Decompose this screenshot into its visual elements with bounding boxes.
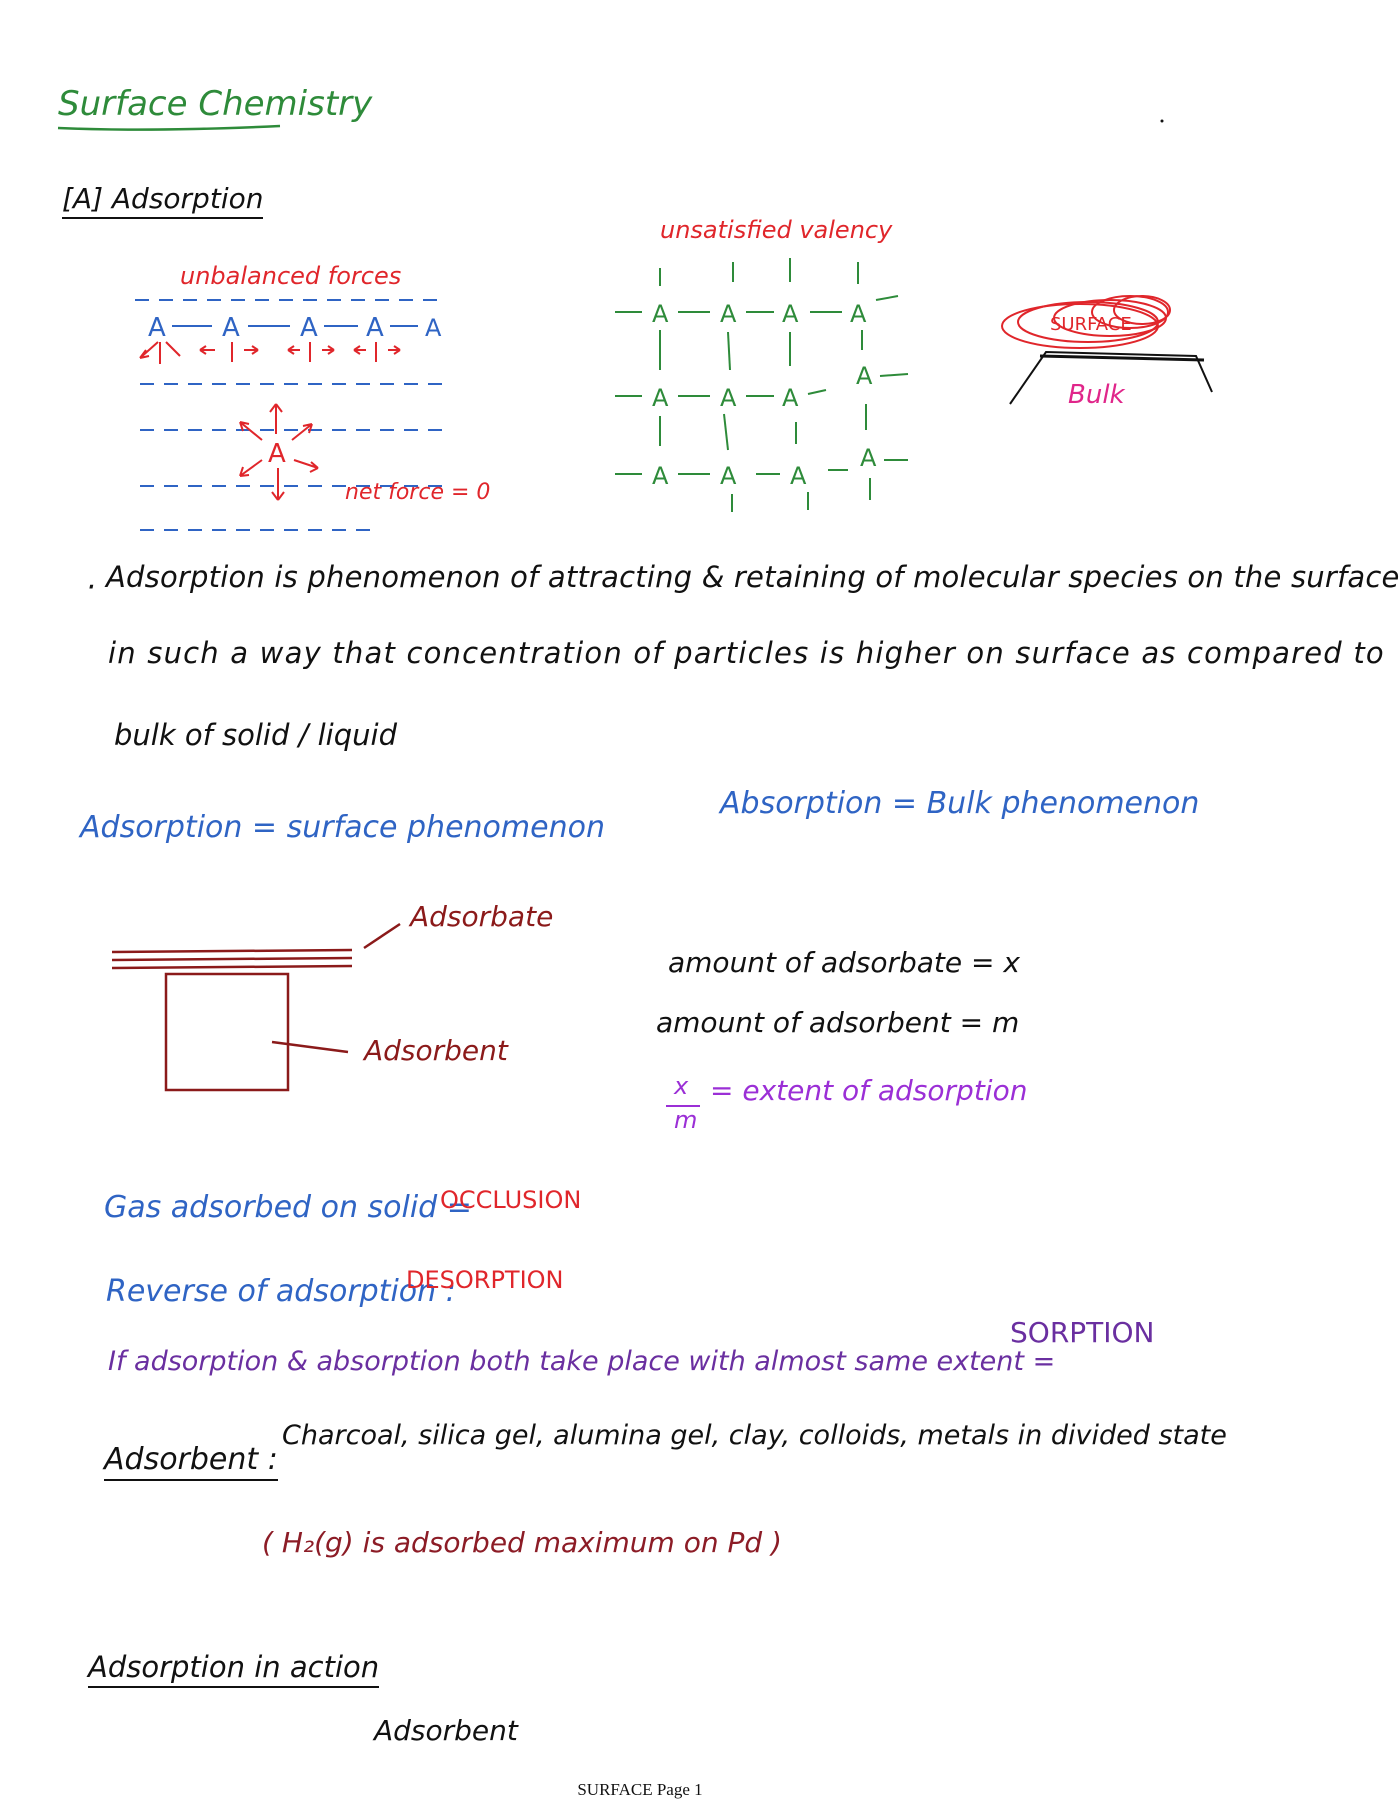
page-footer: SURFACE Page 1 xyxy=(577,1780,703,1799)
section-heading: [A] Adsorption xyxy=(62,182,263,219)
svg-text:A: A xyxy=(782,300,799,328)
unbalanced-forces-label: unbalanced forces xyxy=(180,262,402,290)
palladium-note: ( H₂(g) is adsorbed maximum on Pd ) xyxy=(262,1526,782,1559)
svg-text:A: A xyxy=(720,300,737,328)
desorption-label: Reverse of adsorption : xyxy=(106,1274,456,1309)
svg-text:A: A xyxy=(652,300,669,328)
adsorbent-amount: amount of adsorbent = m xyxy=(656,1006,1020,1039)
svg-text:A: A xyxy=(720,462,737,490)
definition-bullet: · xyxy=(86,570,96,605)
svg-text:A: A xyxy=(860,444,877,472)
next-section-heading: Adsorption in action xyxy=(88,1650,379,1688)
cut-off-text: Adsorbent xyxy=(374,1714,518,1747)
definition-line-3: bulk of solid / liquid xyxy=(114,718,397,752)
absorption-bulk-phenomenon: Absorption = Bulk phenomenon xyxy=(720,786,1200,821)
adsorption-surface-phenomenon: Adsorption = surface phenomenon xyxy=(80,810,605,845)
occlusion-value: OCCLUSION xyxy=(440,1186,582,1214)
definition-line-2: in such a way that concentration of particles is higher on surface as compared to xyxy=(108,636,1385,670)
unsatisfied-valency-label: unsatisfied valency xyxy=(660,216,893,244)
bulk-label: Bulk xyxy=(1068,380,1125,410)
definition-line-1: Adsorption is phenomenon of attracting & retaining of molecular species on the surface xyxy=(106,560,1400,594)
extent-of-adsorption: = extent of adsorption xyxy=(710,1074,1028,1107)
fraction-denominator: m xyxy=(674,1106,698,1134)
net-force-label: net force = 0 xyxy=(345,480,491,505)
svg-text:A: A xyxy=(782,384,799,412)
svg-text:A: A xyxy=(300,313,318,343)
adsorbate-label: Adsorbate xyxy=(410,900,554,933)
svg-text:A: A xyxy=(652,384,669,412)
svg-text:A: A xyxy=(425,314,442,342)
sorption-label: If adsorption & absorption both take place with almost same extent = xyxy=(108,1346,1056,1377)
svg-text:A: A xyxy=(856,362,873,390)
svg-text:A: A xyxy=(720,384,737,412)
adsorbent-examples: Charcoal, silica gel, alumina gel, clay, colloids, metals in divided state xyxy=(282,1420,1227,1451)
svg-text:A: A xyxy=(268,439,286,469)
page-title: Surface Chemistry xyxy=(58,84,373,124)
desorption-value: DESORPTION xyxy=(406,1266,564,1294)
svg-text:A: A xyxy=(148,313,166,343)
sorption-value: SORPTION xyxy=(1010,1316,1155,1349)
svg-text:A: A xyxy=(366,313,384,343)
adsorbate-amount: amount of adsorbate = x xyxy=(668,946,1020,979)
fraction-numerator: x xyxy=(674,1072,689,1100)
svg-text:A: A xyxy=(222,313,240,343)
svg-text:A: A xyxy=(652,462,669,490)
occlusion-label: Gas adsorbed on solid = xyxy=(104,1190,472,1225)
adsorbent-heading: Adsorbent : xyxy=(104,1442,278,1481)
svg-text:A: A xyxy=(850,300,867,328)
adsorbent-label: Adsorbent xyxy=(364,1034,508,1067)
svg-text:A: A xyxy=(790,462,807,490)
surface-label: SURFACE xyxy=(1050,314,1132,335)
